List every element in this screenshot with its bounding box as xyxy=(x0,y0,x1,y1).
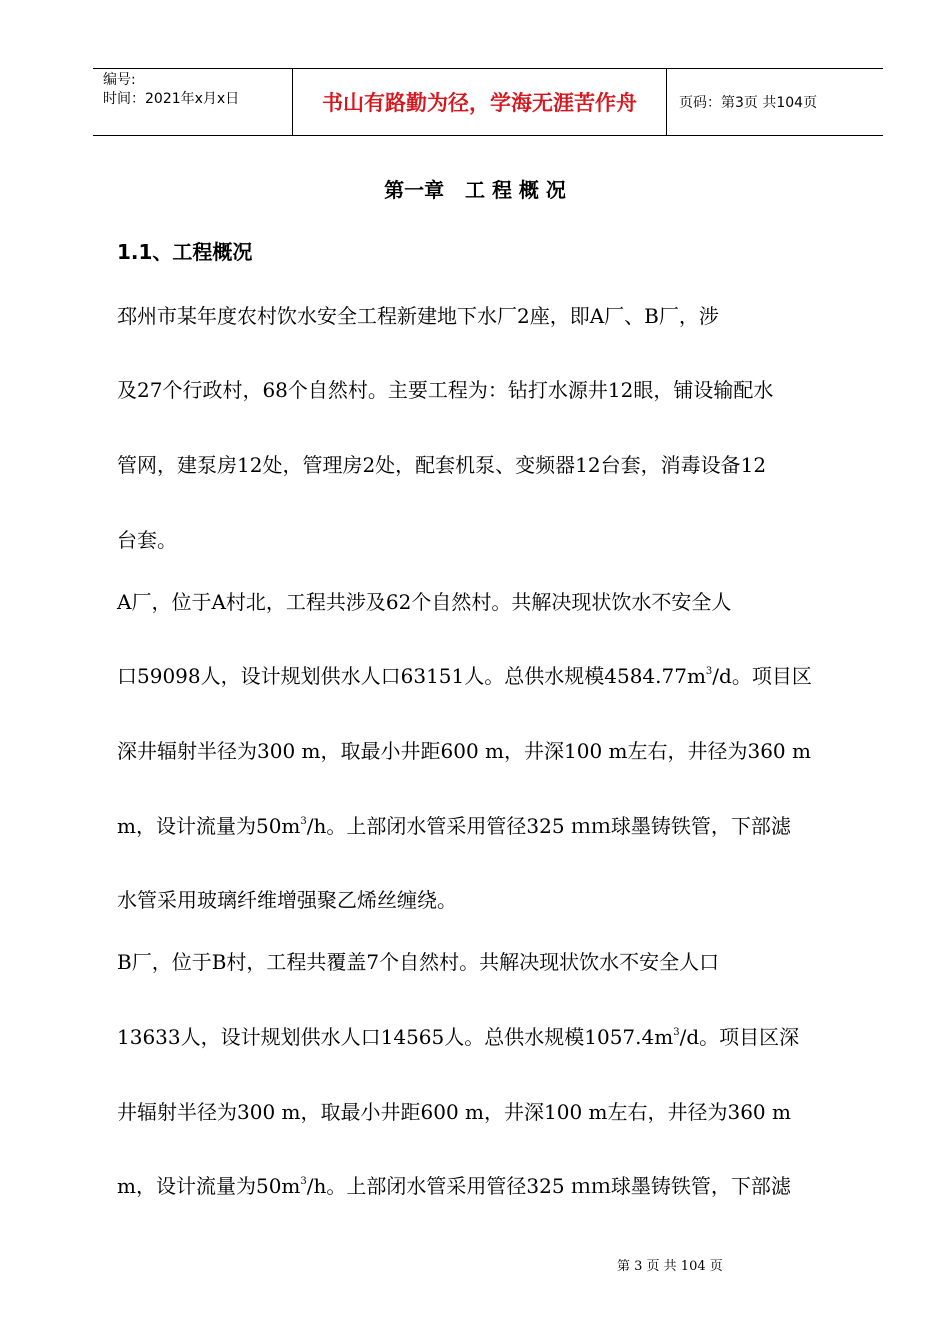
document-code-label: 编号: xyxy=(103,72,136,88)
line-text: 13633人，设计规划供水人口14565人。总供水规模1057.4m xyxy=(117,1025,674,1049)
paragraph-line: 台套。 xyxy=(117,528,177,552)
line-text: /h。上部闭水管采用管径325 ｍｍ球墨铸铁管，下部滤 xyxy=(306,1174,791,1198)
paragraph-line: 水管采用玻璃纤维增强聚乙烯丝缠绕。 xyxy=(117,888,457,912)
line-text: m，设计流量为50m xyxy=(117,1174,301,1198)
paragraph-line xyxy=(117,813,791,839)
header-meta-cell xyxy=(93,69,293,135)
section-title: 1.1、工程概况 xyxy=(117,240,253,264)
paragraph-line xyxy=(117,663,812,689)
paragraph-line: 邳州市某年度农村饮水安全工程新建地下水厂2座，即A厂、B厂，涉 xyxy=(117,304,719,328)
superscript: 3 xyxy=(705,666,713,677)
page-footer: 第 3 页 共 104 页 xyxy=(617,1259,723,1274)
line-text: 口59098人，设计规划供水人口63151人。总供水规模4584.77m xyxy=(117,664,706,688)
header-page-cell xyxy=(667,69,883,135)
paragraph-line: B厂，位于B村，工程共覆盖7个自然村。共解决现状饮水不安全人口 xyxy=(117,950,720,974)
header-page-number: 页码：第3页 共104页 xyxy=(679,95,818,111)
paragraph-line: 管网，建泵房12处，管理房2处，配套机泵、变频器12台套，消毒设备12 xyxy=(117,453,767,477)
superscript: 3 xyxy=(300,816,307,827)
superscript: 3 xyxy=(300,1176,307,1187)
paragraph-line: 井辐射半径为300 m，取最小井距600 m，井深100 m左右，井径为360 m xyxy=(117,1100,791,1124)
line-text: /h。上部闭水管采用管径325 ｍｍ球墨铸铁管，下部滤 xyxy=(306,814,791,838)
paragraph-line xyxy=(117,1024,799,1050)
header-motto-cell xyxy=(293,69,667,135)
chapter-title: 第一章 工 程 概 况 xyxy=(384,178,566,202)
document-header xyxy=(93,68,883,136)
paragraph-line: A厂，位于A村北，工程共涉及62个自然村。共解决现状饮水不安全人 xyxy=(117,590,732,614)
header-motto: 书山有路勤为径，学海无涯苦作舟 xyxy=(322,91,637,115)
superscript: 3 xyxy=(673,1027,680,1038)
paragraph-line: 深井辐射半径为300 m，取最小井距600 m，井深100 m左右，井径为360 m xyxy=(117,739,811,763)
document-date: 时间：2021年x月x日 xyxy=(103,91,240,107)
paragraph-line: 及27个行政村，68个自然村。主要工程为：钻打水源井12眼，铺设输配水 xyxy=(117,378,774,402)
line-text: m，设计流量为50m xyxy=(117,814,301,838)
paragraph-line xyxy=(117,1173,791,1199)
line-text: /d。项目区深 xyxy=(679,1025,800,1049)
line-text: /d。项目区 xyxy=(712,664,812,688)
